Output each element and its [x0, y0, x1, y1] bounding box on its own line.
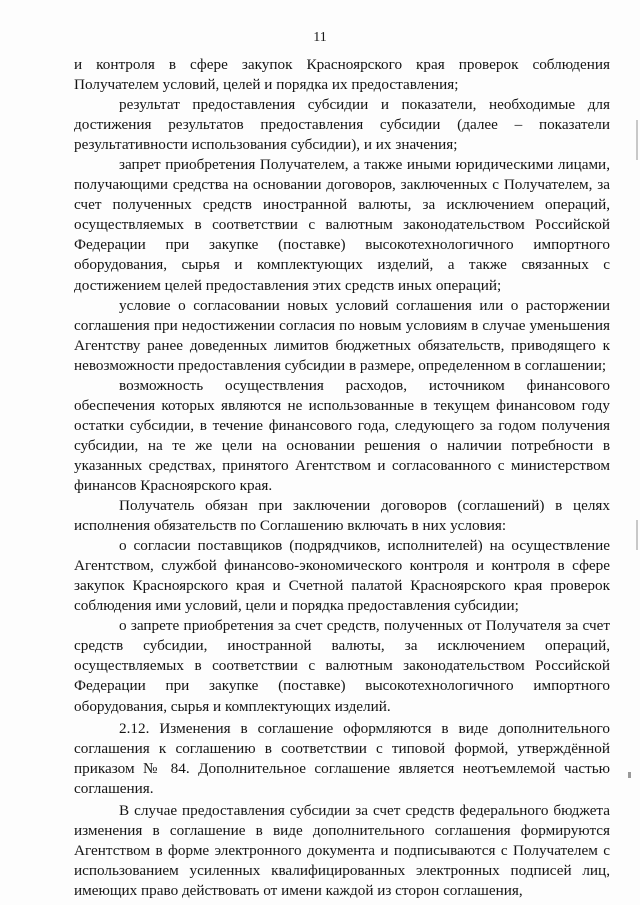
scan-edge-mark [636, 120, 638, 160]
paragraph: возможность осуществления расходов, источником финансового обеспечения которых являются не использованные в текущем финансовом году остатки субсидии, в течение финансового года, следующего за годом получения субсидии, на те же цели на основании решения о наличии потребности в указанных средствах, принятого Агентством и согласованного с министерством финансов Красноярского края. [74, 376, 610, 494]
paragraph: о запрете приобретения за счет средств, полученных от Получателя за счет средств субсидии, иностранной валюты, за исключением операций, осуществляемых в соответствии с валютным законодательством Российской Федерации при закупке (поставке) высокотехнологичного импортного оборудования, сырья и комплектующих изделий. [74, 617, 610, 715]
paragraph-clause-2-12: 2.12. Изменения в соглашение оформляются в виде дополнительного соглашения к соглашению в соответствии с типовой формой, утверждённой приказом № 84. Дополнительное соглашение является неотъемлемой частью соглашения. [74, 719, 610, 797]
paragraph: условие о согласовании новых условий соглашения или о расторжении соглашения при недостижении согласия по новым условиям в случае уменьшения Агентству ранее доведенных лимитов бюджетных обязательств, приводящего к невозможности предоставления субсидии в размере, определенном в соглашении; [74, 296, 610, 374]
scan-margin-mark [628, 772, 631, 778]
document-body [74, 55, 610, 901]
paragraph: Получатель обязан при заключении договоров (соглашений) в целях исполнения обязательств по Соглашению включать в них условия: [74, 497, 610, 535]
paragraph: о согласии поставщиков (подрядчиков, исполнителей) на осуществление Агентством, службой финансово-экономического контроля и контроля в сфере закупок Красноярского края и Счетной палатой Красноярского края проверок соблюдения ими условий, цели и порядка предоставления субсидии; [74, 537, 610, 615]
scan-edge-mark [636, 520, 638, 550]
page-number: 11 [313, 30, 327, 45]
paragraph: запрет приобретения Получателем, а также иными юридическими лицами, получающими средства на основании договоров, заключенных с Получателем, за счет полученных средств иностранной валюты, за исключением операций, осуществляемых в соответствии с валютным законодательством Российской Федерации при закупке (поставке) высокотехнологичного импортного оборудования, сырья и комплектующих изделий, а также связанных с достижением целей предоставления этих средств иных операций; [74, 156, 610, 294]
paragraph: В случае предоставления субсидии за счет средств федерального бюджета изменения в соглашение в виде дополнительного соглашения формируются Агентством в форме электронного документа и подписываются с Получателем с использованием усиленных квалифицированных электронных подписей лиц, имеющих право действовать от имени каждой из сторон соглашения, [74, 801, 610, 899]
paragraph: результат предоставления субсидии и показатели, необходимые для достижения результатов предоставления субсидии (далее – показатели результативности использования субсидии), и их значения; [74, 96, 610, 154]
paragraph-continuation: и контроля в сфере закупок Красноярского края проверок соблюдения Получателем условий, целей и порядка их предоставления; [74, 56, 610, 94]
